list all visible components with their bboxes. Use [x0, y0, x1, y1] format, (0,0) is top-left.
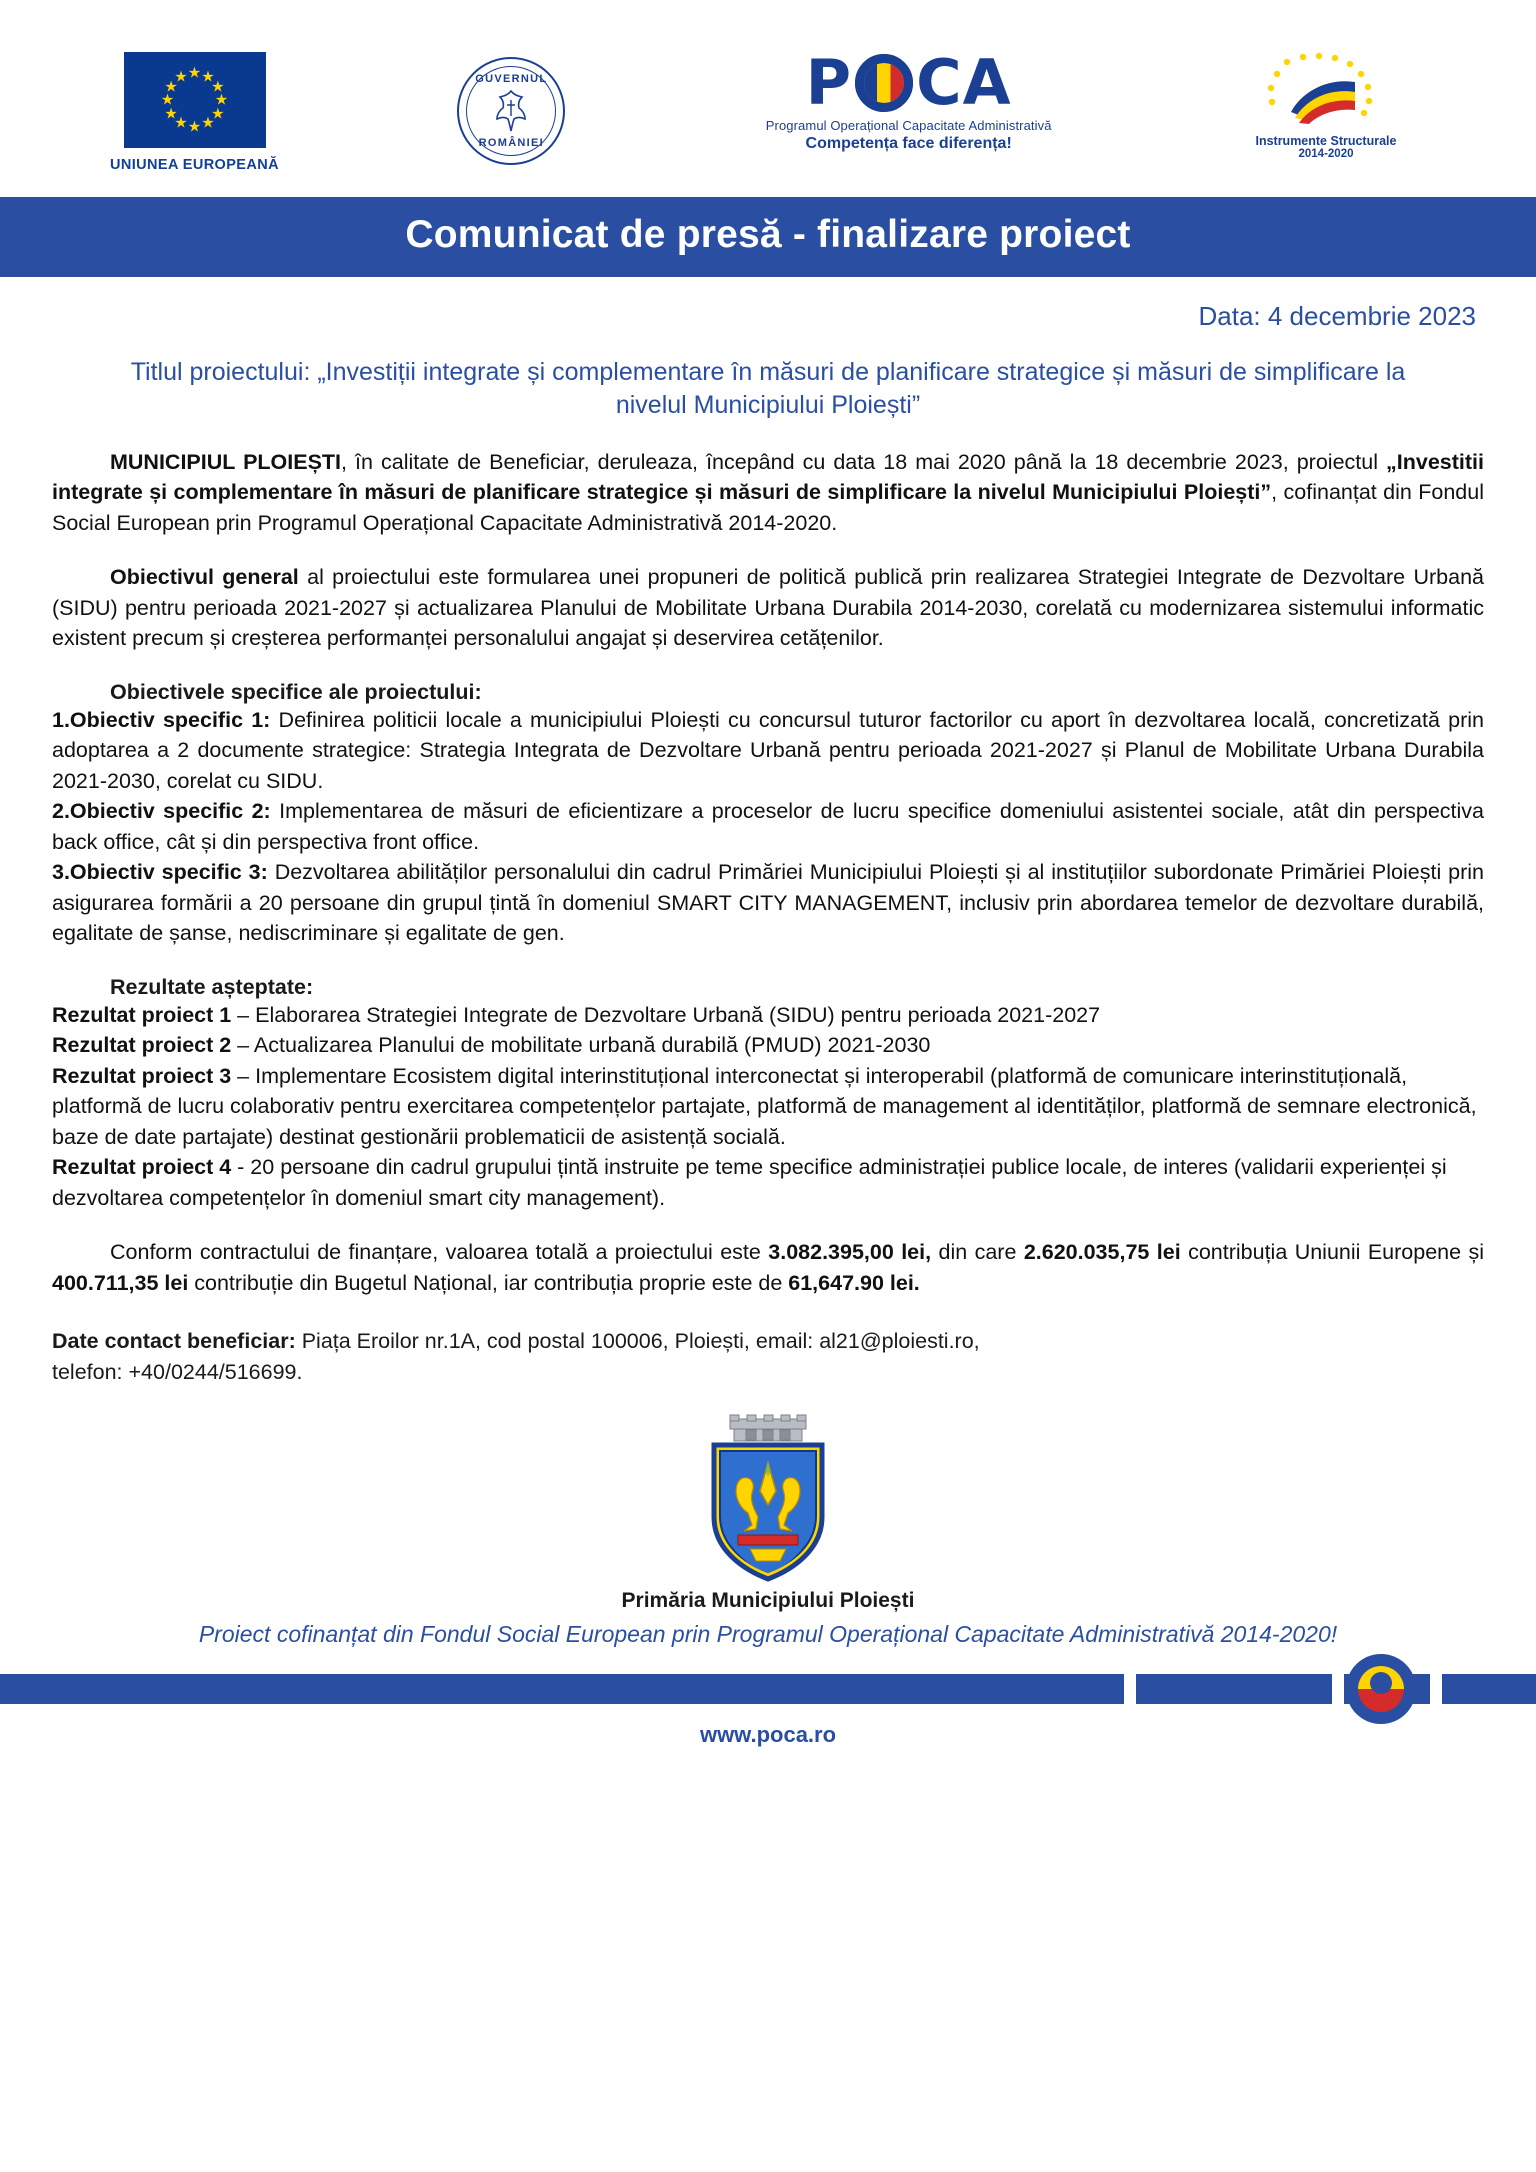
financing-own-contribution: 61,647.90 lei. — [788, 1270, 920, 1295]
footer-cofinance-note: Proiect cofinanțat din Fondul Social European prin Programul Operațional Capacitate Administrativă 2014-2020! — [198, 1621, 1338, 1648]
intro-part1: , în calitate de Beneficiar, deruleaza, începând cu data 18 mai 2020 până la 18 decembrie 2023, proiectul — [341, 449, 1387, 474]
result-4-text: - 20 persoane din cadrul grupului țintă instruite pe teme specifice administrației publice locale, de interes (validarii experienței și dezvoltarea competențelor în domeniul smart city management). — [52, 1155, 1447, 1210]
romanian-government-emblem-icon — [431, 52, 591, 170]
specific-objective-3-label: 3.Obiectiv specific 3: — [52, 860, 268, 885]
eagle-icon — [491, 88, 531, 134]
eu-star-icon: ★ — [164, 78, 178, 95]
eu-logo-block — [110, 52, 279, 173]
general-objective-label: Obiectivul general — [110, 565, 299, 590]
result-1-text: – Elaborarea Strategiei Integrate de Dezvoltare Urbană (SIDU) pentru perioada 2021-2027 — [231, 1002, 1101, 1027]
financing-part4: contribuție din Bugetul Național, iar contribuția proprie este de — [188, 1270, 789, 1295]
result-2-text: – Actualizarea Planului de mobilitate urbană durabilă (PMUD) 2021-2030 — [231, 1033, 931, 1058]
contact-label: Date contact beneficiar: — [52, 1329, 296, 1354]
general-objective-paragraph — [52, 562, 1484, 654]
result-3-text: – Implementare Ecosistem digital interinstituțional interconectat și interoperabil (platformă de comunicare interinstituțională, platformă de lucru colaborativ pentru exercitarea competențelor partajate, platformă de management al identităților, platformă de semnare electronică, baze de date partajate) destinat gestionării problematicii de asistență socială. — [52, 1063, 1477, 1149]
poca-letter-p: P — [805, 46, 853, 119]
specific-objective-3 — [52, 857, 1484, 949]
poca-logo-block — [744, 46, 1074, 153]
eu-star-icon: ★ — [201, 68, 215, 86]
document-body — [0, 301, 1536, 1648]
financing-part3: contribuția Uniunii Europene și — [1180, 1240, 1485, 1265]
coat-of-arms-block — [52, 1413, 1484, 1583]
gov-arc-bottom-label: ROMÂNIEI — [478, 137, 545, 149]
eu-star-icon: ★ — [187, 118, 202, 136]
specific-objective-2-text: Implementarea de măsuri de eficientizare a proceselor de lucru specifice domeniului asistentei sociale, atât din perspectiva back office, cât și din perspectiva front office. — [52, 799, 1484, 854]
eu-star-icon: ★ — [187, 64, 202, 82]
result-1 — [52, 1000, 1484, 1031]
specific-objective-1 — [52, 705, 1484, 797]
result-2 — [52, 1030, 1484, 1061]
page-title: Comunicat de presă - finalizare proiect — [0, 197, 1536, 277]
eu-star-icon: ★ — [211, 105, 225, 122]
specific-objective-2-label: 2.Obiectiv specific 2: — [52, 799, 271, 824]
specific-objective-2 — [52, 796, 1484, 857]
financing-total: 3.082.395,00 lei, — [768, 1240, 932, 1265]
eu-star-icon: ★ — [174, 68, 188, 86]
poca-circle-icon — [1346, 1654, 1416, 1724]
poca-letter-o — [855, 54, 913, 112]
poca-logo-icon — [805, 46, 1012, 119]
ploiesti-coat-of-arms-icon — [694, 1413, 842, 1583]
intro-part2: , cofinanțat din Fondul Social European prin Programul Operațional Capacitate Administrativă 2014-2020. — [52, 480, 1484, 535]
project-title-value: „Investiții integrate și complementare în măsuri de planificare strategice și măsuri de simplificare la nivelul Municipiului Ploiești” — [317, 358, 1406, 420]
bar-gap-2 — [1332, 1674, 1344, 1704]
bar-gap-3 — [1430, 1674, 1442, 1704]
project-title-label: Titlul proiectului: — [130, 358, 318, 386]
document-date: Data: 4 decembrie 2023 — [1198, 301, 1476, 331]
government-logo-block — [431, 52, 591, 170]
eu-star-icon: ★ — [201, 114, 215, 132]
poca-slogan: Competența face diferența! — [805, 135, 1012, 152]
result-4-label: Rezultat proiect 4 — [52, 1155, 232, 1180]
result-4 — [52, 1152, 1484, 1213]
expected-results-heading: Rezultate așteptate: — [110, 974, 314, 999]
general-objective-text: al proiectului este formularea unei propuneri de politică publică prin realizarea Strategiei Integrate de Dezvoltare Urbană (SIDU) pentru perioada 2021-2027 și actualizarea Planului de Mobilitate Urbana Durabila 2014-2030, corelată cu modernizarea sistemului informatic existent precum și creșterea performanței personalului angajat și deservirea cetățenilor. — [52, 565, 1484, 651]
intro-paragraph — [52, 447, 1484, 539]
gov-arc-top-label: GUVERNUL — [475, 73, 548, 85]
financing-eu-contribution: 2.620.035,75 lei — [1023, 1240, 1181, 1265]
financing-part2: din care — [931, 1240, 1024, 1265]
contact-block — [52, 1326, 1484, 1387]
project-name-bold: „Investitii integrate și complementare în măsuri de planificare strategice și măsuri de simplificare la nivelul Municipiului Ploiești” — [52, 449, 1484, 505]
financing-paragraph — [52, 1237, 1484, 1298]
specific-objectives-heading: Obiectivele specifice ale proiectului: — [110, 679, 482, 704]
eu-star-icon: ★ — [214, 91, 229, 109]
result-3-label: Rezultat proiect 3 — [52, 1063, 232, 1088]
instrumente-structurale-icon — [1251, 52, 1401, 130]
result-2-label: Rezultat proiect 2 — [52, 1033, 232, 1058]
specific-objective-1-label: 1.Obiectiv specific 1: — [52, 707, 271, 732]
eu-caption: UNIUNEA EUROPEANĂ — [110, 157, 279, 173]
instrumente-structurale-block — [1226, 52, 1426, 160]
financing-national-contribution: 400.711,35 lei — [52, 1270, 189, 1295]
contact-line-1: Piața Eroilor nr.1A, cod postal 100006, Ploiești, email: al21@ploiesti.ro, — [295, 1329, 980, 1354]
eu-star-icon: ★ — [160, 91, 175, 109]
beneficiary-name: MUNICIPIUL PLOIEȘTI — [110, 449, 342, 474]
contact-line-2: telefon: +40/0244/516699. — [52, 1359, 303, 1384]
bottom-decoration-bar — [0, 1674, 1536, 1704]
result-3 — [52, 1061, 1484, 1153]
result-1-label: Rezultat proiect 1 — [52, 1002, 232, 1027]
eu-flag-icon — [124, 52, 266, 148]
logo-strip — [0, 0, 1536, 183]
eu-star-icon: ★ — [174, 114, 188, 132]
specific-objective-3-text: Dezvoltarea abilităților personalului din cadrul Primăriei Municipiului Ploiești și al instituțiilor subordonate Primăriei Ploiești prin asigurarea formării a 20 persoane din grupul țintă în domeniul SMART CITY MANAGEMENT, inclusiv prin abordarea temelor de dezvoltare durabilă, egalitate de șanse, nediscriminare și egalitate de gen. — [52, 860, 1484, 946]
instrumente-caption: Instrumente Structurale — [1255, 134, 1397, 148]
instrumente-period: 2014-2020 — [1298, 148, 1354, 160]
project-title-block — [112, 356, 1424, 423]
eu-star-icon: ★ — [211, 78, 225, 95]
poca-subtitle: Programul Operațional Capacitate Administrativă — [765, 118, 1052, 133]
poca-letter-a: A — [962, 46, 1012, 119]
footer-organization: Primăria Municipiului Ploiești — [621, 1589, 915, 1613]
bar-gap-1 — [1124, 1674, 1136, 1704]
eu-star-icon: ★ — [164, 105, 178, 122]
poca-letter-c: C — [916, 46, 963, 119]
financing-part1: Conform contractului de finanțare, valoarea totală a proiectului este — [110, 1240, 769, 1265]
specific-objective-1-text: Definirea politicii locale a municipiului Ploiești cu concursul tuturor factorilor cu aport în dezvoltarea locală, concretizată prin adoptarea a 2 documente strategice: Strategia Integrata de Dezvoltare Urbană pentru perioada 2021-2027 și Planul de Mobilitate Urbana Durabila 2021-2030, corelat cu SIDU. — [52, 707, 1484, 793]
footer-website[interactable]: www.poca.ro — [699, 1722, 837, 1748]
